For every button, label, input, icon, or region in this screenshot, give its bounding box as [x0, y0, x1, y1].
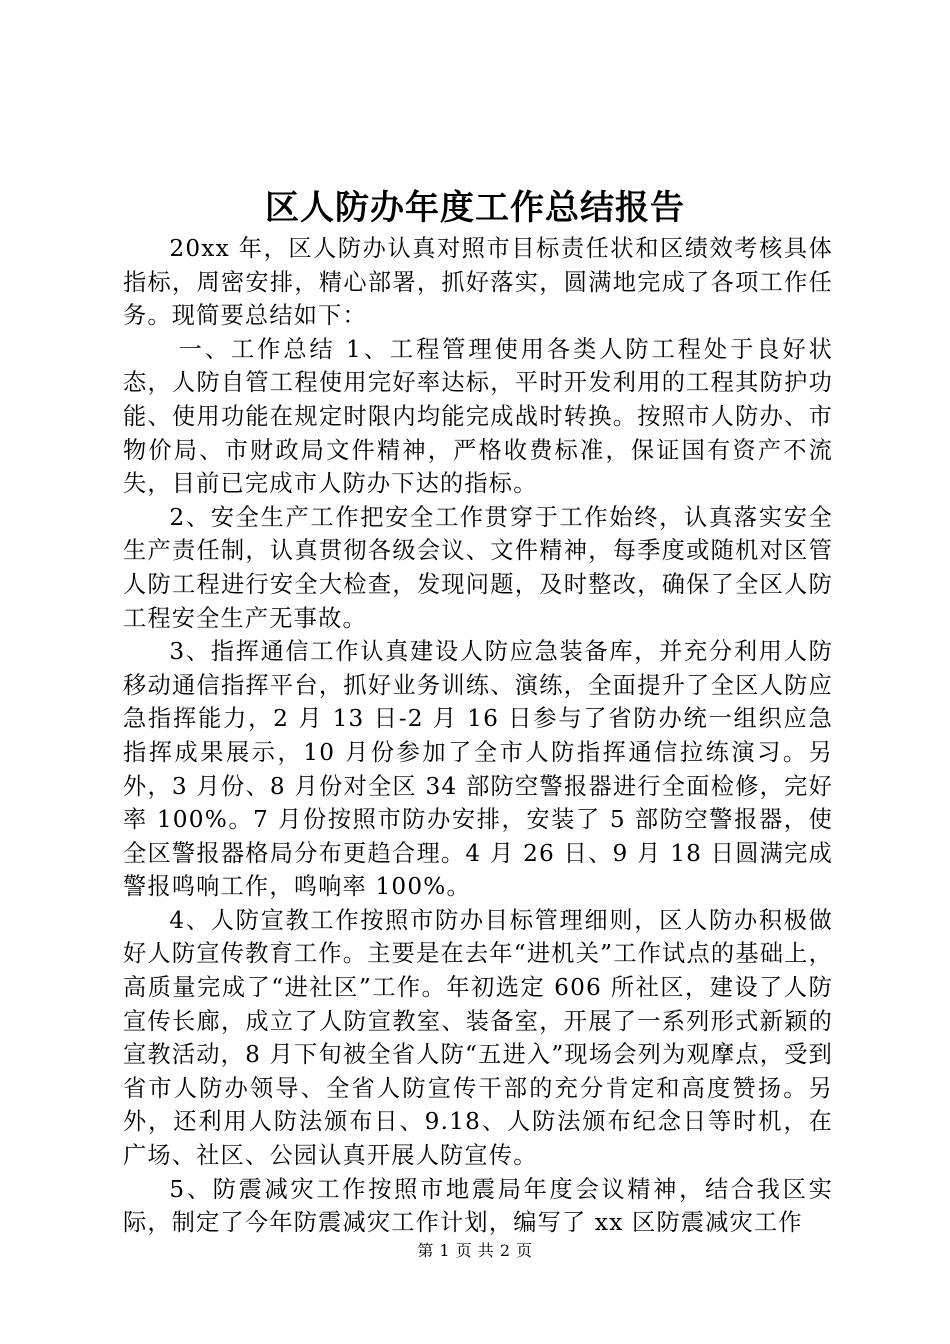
- document-body: [123, 232, 833, 1240]
- page-footer: 第 1 页 共 2 页: [417, 1241, 533, 1260]
- paragraph-earthquake-prevention: 5、防震减灾工作按照市地震局年度会议精神，结合我区实际，制定了今年防震减灾工作计划，编写了 xx 区防震减灾工作: [123, 1175, 833, 1237]
- paragraph-publicity-education: 4、人防宣教工作按照市防办目标管理细则，区人防办积极做好人防宣传教育工作。主要是在去年“进机关”工作试点的基础上，高质量完成了“进社区”工作。年初选定 606 所社区，建设了人防宣传长廊，成立了人防宣教室、装备室，开展了一系列形式新颖的宣教活动，8 月下旬被全省人防“五进入”现场会列为观摩点，受到省市人防办领导、全省人防宣传干部的充分肯定和高度赞扬。另外，还利用人防法颁布日、9.18、人防法颁布纪念日等时机，在广场、社区、公园认真开展人防宣传。: [123, 906, 833, 1170]
- paragraph-intro: 20xx 年，区人防办认真对照市目标责任状和区绩效考核具体指标，周密安排，精心部署，抓好落实，圆满地完成了各项工作任务。现简要总结如下：: [123, 235, 833, 330]
- paragraph-project-management: 一、工作总结 1、工程管理使用各类人防工程处于良好状态，人防自管工程使用完好率达标，平时开发利用的工程其防护功能、使用功能在规定时限内均能完成战时转换。按照市人防办、市物价局、市财政局文件精神，严格收费标准，保证国有资产不流失，目前已完成市人防办下达的指标。: [123, 335, 833, 498]
- paragraph-command-communication: 3、指挥通信工作认真建设人防应急装备库，并充分利用人防移动通信指挥平台，抓好业务训练、演练，全面提升了全区人防应急指挥能力，2 月 13 日-2 月 16 日参与了省防办统一组织应急指挥成果展示，10 月份参加了全市人防指挥通信拉练演习。另外，3 月份、8 月份对全区 34 部防空警报器进行全面检修，完好率 100%。7 月份按照市防办安排，安装了 5 部防空警报器，使全区警报器格局分布更趋合理。4 月 26 日、9 月 18 日圆满完成警报鸣响工作，鸣响率 100%。: [123, 638, 833, 901]
- paragraph-safety-production: 2、安全生产工作把安全工作贯穿于工作始终，认真落实安全生产责任制，认真贯彻各级会议、文件精神，每季度或随机对区管人防工程进行安全大检查，发现问题，及时整改，确保了全区人防工程安全生产无事故。: [123, 503, 833, 632]
- document-title: 区人防办年度工作总结报告: [265, 188, 685, 228]
